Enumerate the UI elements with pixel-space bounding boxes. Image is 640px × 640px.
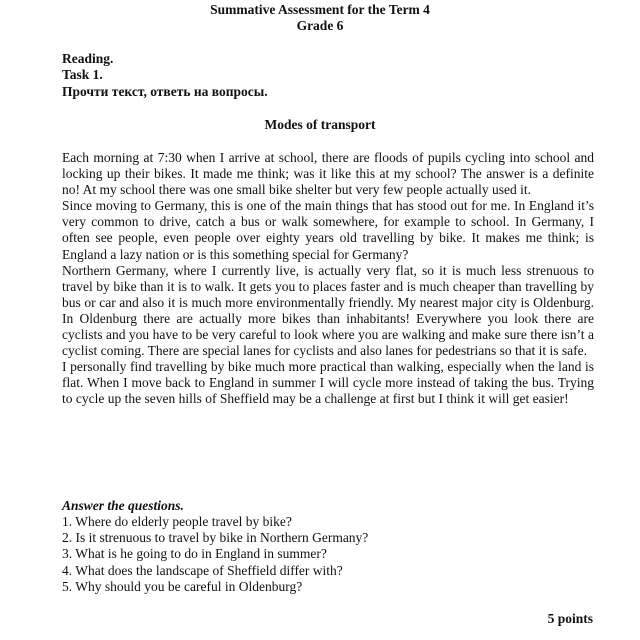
- task-instruction: Прочти текст, ответь на вопросы.: [62, 84, 268, 99]
- passage-paragraph: Each morning at 7:30 when I arrive at school, there are floods of pupils cycling into school and locking up their bikes. It made me think; was it like this at my school? The answer is a definite no! At my school there was one small bike shelter but very few people actually used it.: [62, 150, 594, 198]
- question-list: [62, 514, 368, 595]
- points-label: 5 points: [547, 611, 593, 626]
- question-item: 4. What does the landscape of Sheffield differ with?: [62, 562, 343, 578]
- task-label: Task 1.: [62, 67, 103, 82]
- passage-title: Modes of transport: [264, 117, 376, 132]
- question-item: 5. Why should you be careful in Oldenburg?: [62, 578, 303, 594]
- question-item: 2. Is it strenuous to travel by bike in Northern Germany?: [62, 530, 369, 546]
- grade-label: Grade 6: [296, 18, 344, 33]
- reading-passage: [62, 150, 594, 408]
- question-item: 3. What is he going to do in England in summer?: [62, 546, 327, 562]
- question-item: 1. Where do elderly people travel by bike?: [62, 514, 292, 529]
- section-label: Reading.: [62, 51, 114, 66]
- assessment-title: Summative Assessment for the Term 4: [210, 2, 430, 17]
- questions-heading: Answer the questions.: [62, 498, 184, 513]
- passage-paragraph: Northern Germany, where I currently live, is actually very flat, so it is much less strenuous to travel by bike than it is to walk. It gets you to places faster and is much cheaper than travelling by bus or car and also it is much more environmentally friendly. My nearest major city is Oldenburg. In Oldenburg there are actually more bikes than inhabitants! Everywhere you look there are cyclists and you have to be very careful to look where you are walking and make sure there isn’t a cyclist coming. There are special lanes for cyclists and also lanes for pedestrians so that it is safe.: [62, 262, 594, 359]
- passage-paragraph: Since moving to Germany, this is one of the main things that has stood out for me. In England it’s very common to drive, catch a bus or walk somewhere, for example to school. In Germany, I often see people, even people over eighty years old travelling by bike. It makes me think; is England a lazy nation or is this something special for Germany?: [62, 198, 594, 262]
- passage-paragraph: I personally find travelling by bike much more practical than walking, especially when the land is flat. When I move back to England in summer I will cycle more instead of taking the bus. Trying to cycle up the seven hills of Sheffield may be a challenge at first but I think it will get easier!: [62, 359, 594, 407]
